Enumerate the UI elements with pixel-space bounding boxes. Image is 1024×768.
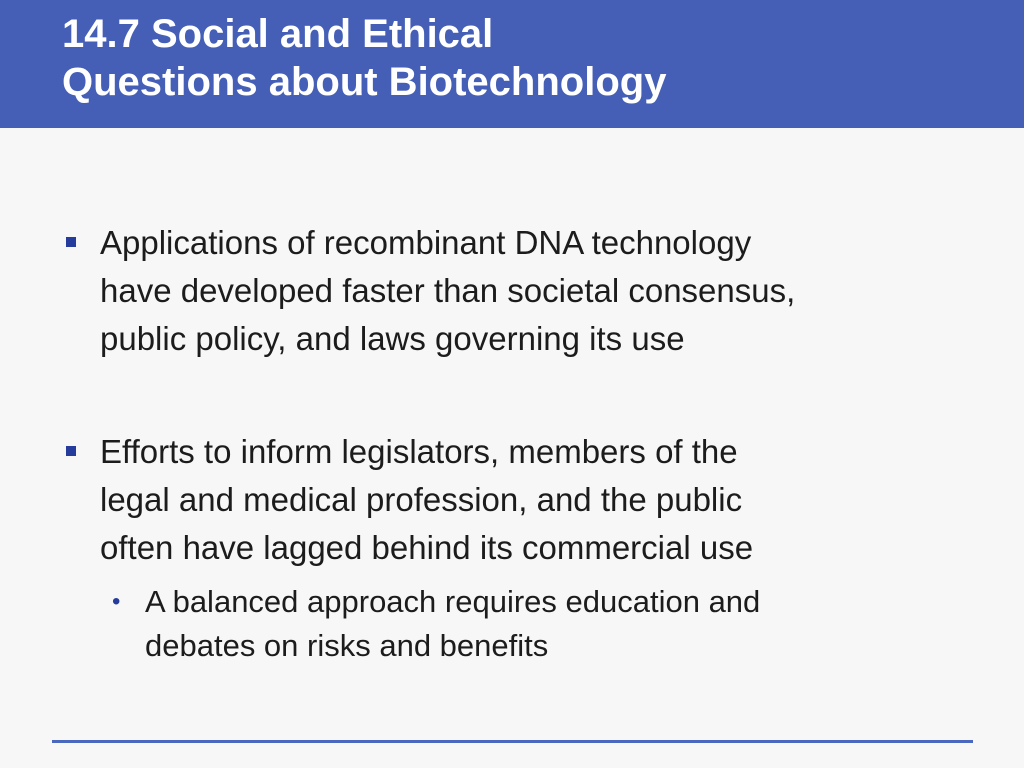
bullet-line: often have lagged behind its commercial use: [100, 529, 754, 566]
bottom-divider: [52, 740, 973, 743]
bullet-line: Applications of recombinant DNA technology: [100, 224, 752, 261]
sub-bullet-text: [145, 580, 965, 668]
bullet-line: have developed faster than societal consensus,: [100, 272, 796, 309]
sub-bullet-line: A balanced approach requires education and: [145, 584, 761, 619]
bullet-text: [100, 428, 980, 572]
slide-title-line-2: Questions about Biotechnology: [62, 60, 667, 104]
bullet-line: public policy, and laws governing its use: [100, 320, 685, 357]
round-bullet-icon: •: [112, 588, 121, 615]
title-bar: [0, 0, 1024, 128]
sub-bullet-line: debates on risks and benefits: [145, 628, 549, 663]
slide-title-line-1: 14.7 Social and Ethical: [62, 12, 494, 56]
slide-title: [62, 10, 666, 106]
bullet-text: [100, 219, 980, 363]
bullet-line: Efforts to inform legislators, members of the: [100, 433, 738, 470]
square-bullet-icon: [66, 237, 76, 247]
square-bullet-icon: [66, 446, 76, 456]
bullet-line: legal and medical profession, and the public: [100, 481, 743, 518]
